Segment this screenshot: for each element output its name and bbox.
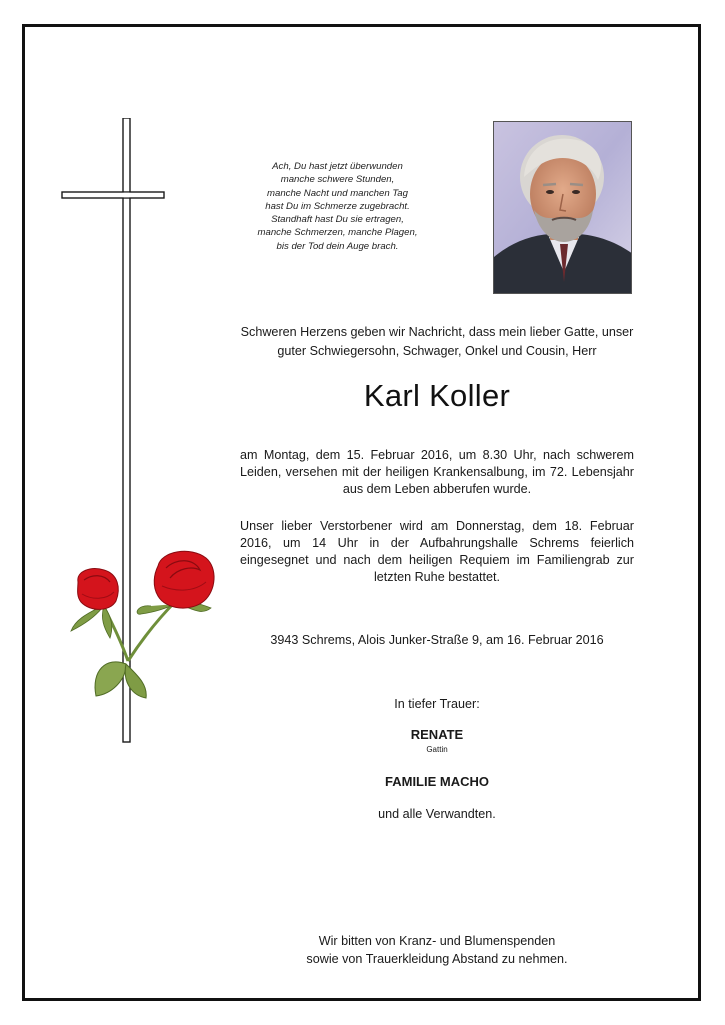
intro-line: Schweren Herzens geben wir Nachricht, dass mein lieber Gatte, unser — [240, 325, 634, 339]
intro-line: guter Schwiegersohn, Schwager, Onkel und Cousin, Herr — [277, 344, 597, 358]
poem — [235, 160, 440, 253]
mourning-heading: In tiefer Trauer: — [394, 697, 480, 711]
funeral-notice: Unser lieber Verstorbener wird am Donnerstag, dem 18. Februar 2016, um 14 Uhr in der Aufbahrungshalle Schrems feierlich eingesegnet und nach dem heiligen Requiem im Familiengrab zur letzten Ruhe bestattet. — [240, 519, 634, 584]
roses-illustration — [66, 546, 226, 706]
poem-line: manche Schmerzen, manche Plagen, — [257, 227, 418, 239]
spouse-name: RENATE — [410, 727, 464, 742]
poem-line: hast Du im Schmerze zugebracht. — [265, 200, 410, 212]
death-notice: am Montag, dem 15. Februar 2016, um 8.30 Uhr, nach schwerem Leiden, versehen mit der heiligen Krankensalbung, im 72. Lebensjahr aus dem Leben abberufen wurde. — [240, 448, 634, 496]
donation-request — [240, 932, 634, 968]
poem-line: manche Nacht und manchen Tag — [267, 187, 408, 199]
family-name: FAMILIE MACHO — [385, 774, 489, 789]
portrait-photo — [493, 121, 632, 294]
relatives-text: und alle Verwandten. — [378, 807, 496, 821]
poem-line: Standhaft hast Du sie ertragen, — [271, 214, 404, 226]
intro-text — [240, 323, 634, 361]
poem-line: Ach, Du hast jetzt überwunden — [272, 161, 403, 172]
request-line: sowie von Trauerkleidung Abstand zu nehmen. — [306, 952, 568, 966]
deceased-name: Karl Koller — [363, 378, 511, 413]
place-and-date: 3943 Schrems, Alois Junker-Straße 9, am 16. Februar 2016 — [270, 633, 604, 647]
poem-line: bis der Tod dein Auge brach. — [276, 240, 399, 252]
request-line: Wir bitten von Kranz- und Blumenspenden — [318, 934, 556, 948]
spouse-role: Gattin — [426, 745, 448, 754]
poem-line: manche schwere Stunden, — [280, 174, 395, 186]
portrait-illustration — [494, 122, 632, 294]
